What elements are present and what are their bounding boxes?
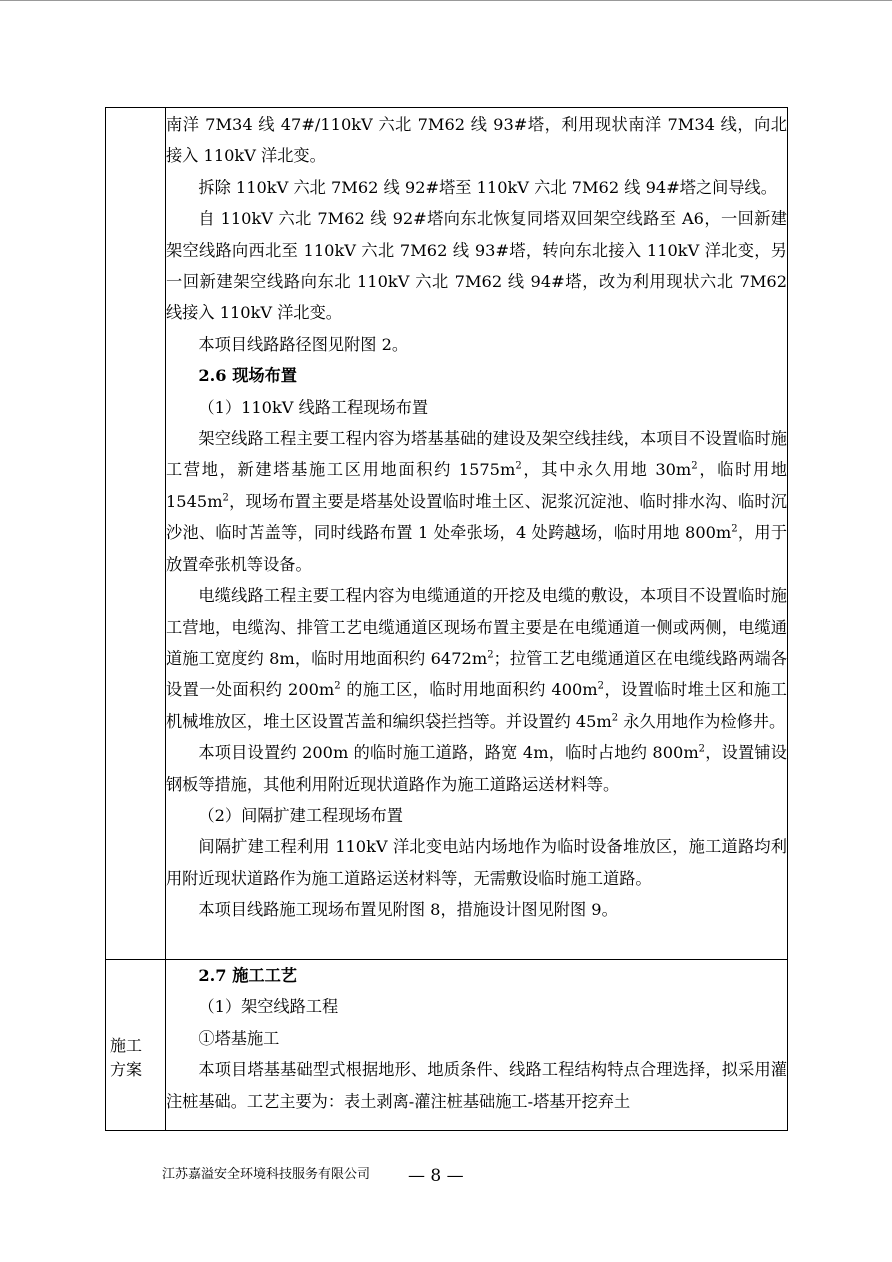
content-table (105, 107, 788, 1131)
section-heading: 2.7 施工工艺 (198, 966, 297, 985)
row-label-cell (106, 960, 166, 1131)
page-top-border (0, 0, 892, 1)
section-heading: 2.6 现场布置 (198, 366, 297, 386)
paragraph: 南洋 7M34 线 47#/110kV 六北 7M62 线 93#塔，利用现状南洋 7M34 线，向北接入 110kV 洋北变。 (166, 115, 787, 166)
paragraph: 电缆线路工程主要工程内容为电缆通道的开挖及电缆的敷设，本项目不设置临时施工营地，电缆沟、排管工艺电缆通道区现场布置主要是在电缆通道一侧或两侧，电缆通道施工宽度约 8m，临时用地面积约 $6472m^2$；拉管工艺电缆通道区在电缆线路两端各设置一处面积约 $200m^2$ 的施工区，临时用地面积约 $400m^2$，设置临时堆土区和施工机械堆放区，堆土区设置苫盖和编织袋拦挡等。并设置约 $45m^2$ 永久用地作为检修井。 (166, 586, 788, 731)
paragraph: 拆除 110kV 六北 7M62 线 92#塔至 110kV 六北 7M62 线 94#塔之间导线。 (198, 177, 777, 197)
paragraph: 架空线路工程主要工程内容为塔基基础的建设及架空线挂线，本项目不设置临时施工营地，新建塔基施工区用地面积约 $1575m^2$，其中永久用地 $30m^2$，临时用地 $1545m^2$，现场布置主要是塔基处设置临时堆土区、泥浆沉淀池、临时排水沟、临时沉沙池、临时苫盖等，同时线路布置 1 处牵张场，4 处跨越场，临时用地 $800m^2$，用于放置牵张机等设备。 (166, 429, 787, 574)
subheading: （2）间隔扩建工程现场布置 (198, 805, 403, 825)
paragraph: 本项目线路路径图见附图 2。 (198, 334, 409, 354)
table-row (106, 960, 788, 1131)
subheading: （1）架空线路工程 (198, 997, 339, 1017)
paragraph: 本项目线路施工现场布置见附图 8，措施设计图见附图 9。 (198, 900, 618, 920)
paragraph: 间隔扩建工程利用 110kV 洋北变电站内场地作为临时设备堆放区，施工道路均利用附近现状道路作为施工道路运送材料等，无需敷设临时施工道路。 (166, 837, 787, 888)
paragraph: 本项目设置约 200m 的临时施工道路，路宽 4m，临时占地约 $800m^2$，设置铺设钢板等措施，其他利用附近现状道路作为施工道路运送材料等。 (166, 743, 787, 794)
paragraph: 本项目塔基基础型式根据地形、地质条件、线路工程结构特点合理选择，拟采用灌注桩基础。工艺主要为：表土剥离-灌注桩基础施工-塔基开挖弃土 (166, 1060, 787, 1111)
subheading: （1）110kV 线路工程现场布置 (198, 397, 429, 417)
subheading: ①塔基施工 (198, 1028, 280, 1048)
section-construction-process (166, 960, 788, 1131)
row-label-empty (106, 108, 166, 960)
row-label: 施工方案 (109, 1036, 142, 1079)
table-row (106, 108, 788, 960)
footer-company: 江苏嘉溢安全环境科技服务有限公司 (162, 1167, 371, 1182)
paragraph: 自 110kV 六北 7M62 线 92#塔向东北恢复同塔双回架空线路至 A6，一回新建架空线路向西北至 110kV 六北 7M62 线 93#塔，转向东北接入 110kV 洋北变，另一回新建架空线路向东北 110kV 六北 7M62 线 94#塔，改为利用现状六北 7M62 线接入 110kV 洋北变。 (166, 209, 787, 323)
section-site-layout (166, 108, 788, 960)
page-number: — 8 — (408, 1166, 464, 1186)
